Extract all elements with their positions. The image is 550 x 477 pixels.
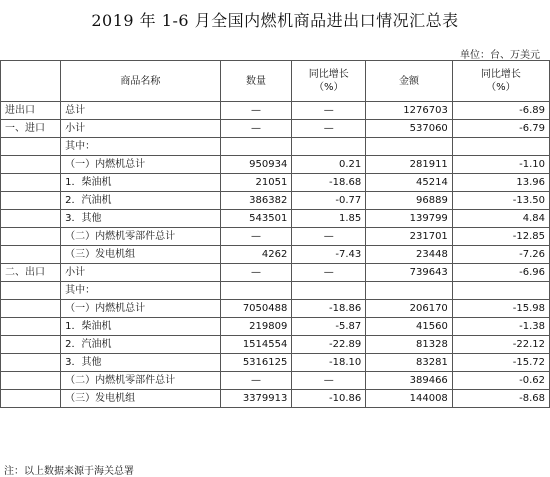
table-row <box>1 336 550 354</box>
amount-cell: 96889 <box>366 192 453 210</box>
section-cell: 一、进口 <box>1 120 61 138</box>
amount-cell: 83281 <box>366 354 453 372</box>
table-row <box>1 192 550 210</box>
table-row <box>1 228 550 246</box>
section-cell <box>1 300 61 318</box>
qty-yoy-cell <box>292 282 366 300</box>
amt-yoy-cell: -22.12 <box>452 336 549 354</box>
qty-yoy-cell: -18.86 <box>292 300 366 318</box>
section-cell <box>1 282 61 300</box>
header-row <box>1 61 550 102</box>
unit-label: 单位：台、万美元 <box>460 50 540 61</box>
amt-yoy-cell: -6.96 <box>452 264 549 282</box>
qty-cell: 543501 <box>220 210 292 228</box>
qty-yoy-cell: 0.21 <box>292 156 366 174</box>
header-amt-yoy <box>452 61 549 102</box>
amount-cell: 23448 <box>366 246 453 264</box>
table-row <box>1 372 550 390</box>
name-cell: 2．汽油机 <box>61 336 220 354</box>
header-qty-yoy-line2: （%） <box>314 82 344 93</box>
name-cell: 3．其他 <box>61 210 220 228</box>
table-row <box>1 390 550 408</box>
qty-yoy-cell: — <box>292 228 366 246</box>
name-cell: （三）发电机组 <box>61 246 220 264</box>
header-qty-yoy <box>292 61 366 102</box>
qty-yoy-cell: -18.68 <box>292 174 366 192</box>
amt-yoy-cell: -8.68 <box>452 390 549 408</box>
amount-cell: 231701 <box>366 228 453 246</box>
section-cell <box>1 336 61 354</box>
amt-yoy-cell <box>452 282 549 300</box>
amount-cell <box>366 282 453 300</box>
section-cell <box>1 372 61 390</box>
header-amt-yoy-line2: （%） <box>486 82 516 93</box>
qty-cell: 4262 <box>220 246 292 264</box>
qty-cell: 5316125 <box>220 354 292 372</box>
section-cell <box>1 246 61 264</box>
header-section <box>1 61 61 102</box>
amount-cell: 45214 <box>366 174 453 192</box>
name-cell: 2．汽油机 <box>61 192 220 210</box>
qty-cell <box>220 138 292 156</box>
amt-yoy-cell: -6.79 <box>452 120 549 138</box>
amount-cell: 389466 <box>366 372 453 390</box>
qty-cell: — <box>220 228 292 246</box>
qty-yoy-cell: — <box>292 264 366 282</box>
amt-yoy-cell: -6.89 <box>452 102 549 120</box>
amt-yoy-cell: -15.98 <box>452 300 549 318</box>
table-row <box>1 210 550 228</box>
name-cell: 其中： <box>61 282 220 300</box>
header-name: 商品名称 <box>61 61 220 102</box>
amt-yoy-cell: 13.96 <box>452 174 549 192</box>
name-cell: 1．柴油机 <box>61 318 220 336</box>
name-cell: （一）内燃机总计 <box>61 300 220 318</box>
qty-cell: 3379913 <box>220 390 292 408</box>
qty-cell: 386382 <box>220 192 292 210</box>
table-row <box>1 354 550 372</box>
name-cell: 3．其他 <box>61 354 220 372</box>
header-amount: 金额 <box>366 61 453 102</box>
qty-yoy-cell: — <box>292 102 366 120</box>
table-title: 2019 年 1-6 月全国内燃机商品进出口情况汇总表 <box>91 11 459 30</box>
qty-cell <box>220 282 292 300</box>
name-cell: 小计 <box>61 264 220 282</box>
table-row <box>1 174 550 192</box>
name-cell: 总计 <box>61 102 220 120</box>
amount-cell: 537060 <box>366 120 453 138</box>
qty-cell: — <box>220 102 292 120</box>
source-note: 注：以上数据来源于海关总署 <box>4 466 134 477</box>
amt-yoy-cell: -0.62 <box>452 372 549 390</box>
qty-cell: — <box>220 372 292 390</box>
table-row <box>1 300 550 318</box>
amt-yoy-cell <box>452 138 549 156</box>
amount-cell: 81328 <box>366 336 453 354</box>
section-cell <box>1 390 61 408</box>
table-row <box>1 102 550 120</box>
name-cell: （三）发电机组 <box>61 390 220 408</box>
name-cell: 1．柴油机 <box>61 174 220 192</box>
amt-yoy-cell: -1.38 <box>452 318 549 336</box>
amt-yoy-cell: -1.10 <box>452 156 549 174</box>
amount-cell: 139799 <box>366 210 453 228</box>
header-qty-yoy-line1: 同比增长 <box>308 69 349 80</box>
amount-cell: 206170 <box>366 300 453 318</box>
name-cell: （二）内燃机零部件总计 <box>61 372 220 390</box>
section-cell <box>1 318 61 336</box>
amt-yoy-cell: -13.50 <box>452 192 549 210</box>
qty-yoy-cell: 1.85 <box>292 210 366 228</box>
name-cell: 小计 <box>61 120 220 138</box>
qty-cell: 950934 <box>220 156 292 174</box>
qty-yoy-cell: -0.77 <box>292 192 366 210</box>
qty-yoy-cell: -10.86 <box>292 390 366 408</box>
qty-cell: 7050488 <box>220 300 292 318</box>
qty-cell: 1514554 <box>220 336 292 354</box>
qty-yoy-cell: -22.89 <box>292 336 366 354</box>
qty-cell: 21051 <box>220 174 292 192</box>
amount-cell: 739643 <box>366 264 453 282</box>
section-cell <box>1 156 61 174</box>
qty-cell: — <box>220 264 292 282</box>
section-cell <box>1 138 61 156</box>
table-row <box>1 264 550 282</box>
qty-yoy-cell: — <box>292 372 366 390</box>
section-cell <box>1 192 61 210</box>
amt-yoy-cell: 4.84 <box>452 210 549 228</box>
section-cell <box>1 228 61 246</box>
amount-cell: 281911 <box>366 156 453 174</box>
header-amt-yoy-line1: 同比增长 <box>480 69 521 80</box>
section-cell <box>1 210 61 228</box>
name-cell: 其中： <box>61 138 220 156</box>
section-cell <box>1 354 61 372</box>
header-qty: 数量 <box>220 61 292 102</box>
section-cell: 进出口 <box>1 102 61 120</box>
amt-yoy-cell: -12.85 <box>452 228 549 246</box>
table-row <box>1 318 550 336</box>
qty-yoy-cell <box>292 138 366 156</box>
table-row <box>1 138 550 156</box>
table-row <box>1 120 550 138</box>
table-row <box>1 282 550 300</box>
amount-cell <box>366 138 453 156</box>
name-cell: （一）内燃机总计 <box>61 156 220 174</box>
amount-cell: 41560 <box>366 318 453 336</box>
qty-yoy-cell: — <box>292 120 366 138</box>
qty-cell: — <box>220 120 292 138</box>
qty-yoy-cell: -5.87 <box>292 318 366 336</box>
amt-yoy-cell: -7.26 <box>452 246 549 264</box>
qty-yoy-cell: -18.10 <box>292 354 366 372</box>
section-cell: 二、出口 <box>1 264 61 282</box>
table-row <box>1 246 550 264</box>
amount-cell: 144008 <box>366 390 453 408</box>
summary-table <box>0 60 550 408</box>
amt-yoy-cell: -15.72 <box>452 354 549 372</box>
qty-yoy-cell: -7.43 <box>292 246 366 264</box>
qty-cell: 219809 <box>220 318 292 336</box>
table-row <box>1 156 550 174</box>
name-cell: （二）内燃机零部件总计 <box>61 228 220 246</box>
amount-cell: 1276703 <box>366 102 453 120</box>
section-cell <box>1 174 61 192</box>
